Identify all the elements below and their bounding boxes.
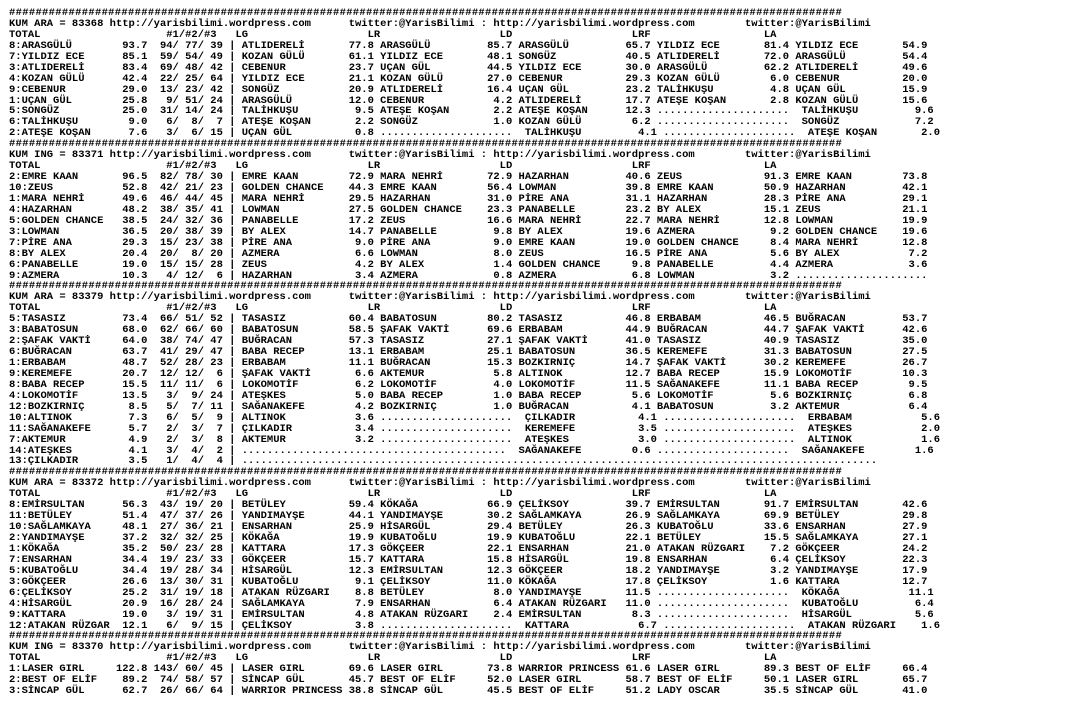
table-row: 5:KUBATOĞLU 34.4 19/ 28/ 34 | HİSARGÜL 12.3 EMİRSULTAN 12.3 GÖKÇEER 18.2 YANDIMAYŞE 3.2 YANDIMAYŞE 17.9 <box>9 564 928 576</box>
table-row: 3:BABATOSUN 68.0 62/ 66/ 60 | BABATOSUN 58.5 ŞAFAK VAKTİ 69.6 ERBABAM 44.9 BUĞRACAN 44.7 ŞAFAK VAKTİ 42.6 <box>9 324 928 336</box>
table-row: 2:BEST OF ELİF 89.2 74/ 58/ 57 | SİNCAP GÜL 45.7 BEST OF ELİF 52.0 LASER GIRL 58.7 BEST OF ELİF 50.1 LASER GIRL 65.7 <box>9 674 928 686</box>
table-row: 4:HİSARGÜL 20.9 16/ 28/ 24 | SAĞLAMKAYA 7.9 ENSARHAN 6.4 ATAKAN RÜZGARI 11.0 ..................... KUBATOĞLU 6.4 <box>9 597 934 609</box>
table-row: 8:BABA RECEP 15.5 11/ 11/ 6 | LOKOMOTİF 6.2 LOKOMOTİF 4.0 LOKOMOTİF 11.5 SAĞANAKEFE 11.1 BABA RECEP 9.5 <box>9 378 928 390</box>
table-row: 3:ATLIDERELİ 83.4 69/ 48/ 42 | CEBENUR 23.7 UÇAN GÜL 44.5 YILDIZ ECE 30.0 ARASGÜLÜ 62.2 ATLIDERELİ 49.6 <box>9 61 928 73</box>
race-header: KUM ARA = 83368 http://yarisbilimi.wordpress.com twitter:@YarisBilimi : http://yarisbilimi.wordpress.com twitter:@YarisBilimi <box>9 17 871 29</box>
table-row: 6:TALİHKUŞU 9.0 6/ 8/ 7 | ATEŞE KOŞAN 2.2 SONGÜZ 1.0 KOZAN GÜLÜ 6.2 ..................... SONGÜZ 7.2 <box>9 116 934 128</box>
table-row: 5:SONGÜZ 25.0 31/ 14/ 24 | TALİHKUŞU 9.5 ATEŞE KOŞAN 2.2 ATEŞE KOŞAN 12.3 ..................... TALİHKUŞU 9.6 <box>9 105 934 117</box>
table-row: 10:ZEUS 52.8 42/ 21/ 23 | GOLDEN CHANCE 44.3 EMRE KAAN 56.4 LOWMAN 39.8 EMRE KAAN 50.9 HAZARHAN 42.1 <box>9 182 928 193</box>
table-row: 12:ATAKAN RÜZGAR 12.1 6/ 9/ 15 | ÇELİKSOY 3.8 ..................... KATTARA 6.7 ..................... ATAKAN RÜZGARI 1.6 <box>9 619 941 631</box>
table-row: 8:BY ALEX 20.4 20/ 8/ 20 | AZMERA 6.6 LOWMAN 8.0 ZEUS 16.5 PİRE ANA 5.6 BY ALEX 7.2 <box>9 247 928 259</box>
column-header: TOTAL #1/#2/#3 LG LR LD LRF LA <box>9 302 777 314</box>
table-row: 9:AZMERA 10.3 4/ 12/ 6 | HAZARHAN 3.4 AZMERA 0.8 AZMERA 6.8 LOWMAN 3.2 ..................... <box>9 269 928 281</box>
separator-line: ############################################################################################################################## <box>9 138 843 150</box>
separator-line: ############################################################################################################################## <box>9 466 843 478</box>
table-row: 3:LOWMAN 36.5 20/ 38/ 39 | BY ALEX 14.7 PANABELLE 9.8 BY ALEX 19.6 AZMERA 9.2 GOLDEN CHANCE 19.6 <box>9 225 928 237</box>
table-row: 8:ARASGÜLÜ 93.7 94/ 77/ 39 | ATLIDERELİ 77.8 ARASGÜLÜ 85.7 ARASGÜLÜ 65.7 YILDIZ ECE 81.4 YILDIZ ECE 54.9 <box>9 39 928 51</box>
race-stats-sheet <box>9 8 940 697</box>
table-row: 9:KATTARA 19.0 3/ 19/ 31 | EMİRSULTAN 4.8 ATAKAN RÜZGARI 2.4 EMİRSULTAN 8.3 ..................... HİSARGÜL 5.6 <box>9 608 934 620</box>
table-row: 2:YANDIMAYŞE 37.2 32/ 32/ 25 | KÖKAĞA 19.9 KUBATOĞLU 19.9 KUBATOĞLU 22.1 BETÜLEY 15.5 SAĞLAMKAYA 27.1 <box>9 532 928 543</box>
separator-line: ############################################################################################################################## <box>9 280 843 292</box>
table-row: 1:UÇAN GÜL 25.8 9/ 51/ 24 | ARASGÜLÜ 12.0 CEBENUR 4.2 ATLIDERELİ 17.7 ATEŞE KOŞAN 2.8 KOZAN GÜLÜ 15.6 <box>9 94 928 106</box>
table-row: 3:GÖKÇEER 26.6 13/ 30/ 31 | KUBATOĞLU 9.1 ÇELİKSOY 11.0 KÖKAĞA 17.8 ÇELİKSOY 1.6 KATTARA 12.7 <box>9 575 928 587</box>
table-row: 1:KÖKAĞA 35.2 50/ 23/ 28 | KATTARA 17.3 GÖKÇEER 22.1 ENSARHAN 21.0 ATAKAN RÜZGARI 7.2 GÖKÇEER 24.2 <box>9 542 928 554</box>
table-row: 6:BUĞRACAN 63.7 41/ 29/ 47 | BABA RECEP 13.1 ERBABAM 25.1 BABATOSUN 36.5 KEREMEFE 31.3 BABATOSUN 27.5 <box>9 346 928 358</box>
table-row: 6:PANABELLE 19.0 15/ 15/ 28 | ZEUS 4.2 BY ALEX 1.4 GOLDEN CHANCE 9.8 PANABELLE 4.4 AZMERA 3.6 <box>9 258 928 270</box>
table-row: 4:LOKOMOTİF 13.5 3/ 9/ 24 | ATEŞKES 5.0 BABA RECEP 1.0 BABA RECEP 5.6 LOKOMOTİF 5.6 BOZKIRNIÇ 6.8 <box>9 389 928 401</box>
race-header: KUM ING = 83371 http://yarisbilimi.wordpress.com twitter:@YarisBilimi : http://yarisbilimi.wordpress.com twitter:@YarisBilimi <box>9 149 871 161</box>
column-header: TOTAL #1/#2/#3 LG LR LD LRF LA <box>9 28 777 40</box>
race-header: KUM ING = 83370 http://yarisbilimi.wordpress.com twitter:@YarisBilimi : http://yarisbilimi.wordpress.com twitter:@YarisBilimi <box>9 641 871 653</box>
table-row: 8:EMİRSULTAN 56.3 43/ 19/ 20 | BETÜLEY 59.4 KÖKAĞA 66.9 ÇELİKSOY 39.7 EMİRSULTAN 91.7 EMİRSULTAN 42.6 <box>9 499 928 511</box>
table-row: 7:AKTEMUR 4.9 2/ 3/ 8 | AKTEMUR 3.2 ..................... ATEŞKES 3.0 ..................... ALTINOK 1.6 <box>9 433 941 445</box>
column-header: TOTAL #1/#2/#3 LG LR LD LRF LA <box>9 652 777 664</box>
table-row: 11:SAĞANAKEFE 5.7 2/ 3/ 7 | ÇILKADIR 3.4 ..................... KEREMEFE 3.5 ..................... ATEŞKES 2.0 <box>9 422 941 434</box>
separator-line: ############################################################################################################################## <box>9 630 843 642</box>
separator-line: ############################################################################################################################## <box>9 7 843 18</box>
table-row: 11:BETÜLEY 51.4 47/ 37/ 26 | YANDIMAYŞE 44.1 YANDIMAYŞE 30.2 SAĞLAMKAYA 26.9 SAĞLAMKAYA 69.9 BETÜLEY 29.8 <box>9 510 928 522</box>
table-row: 4:KOZAN GÜLÜ 42.4 22/ 25/ 64 | YILDIZ ECE 21.1 KOZAN GÜLÜ 27.0 CEBENUR 29.3 KOZAN GÜLÜ 6.0 CEBENUR 20.0 <box>9 72 928 84</box>
table-row: 14:ATEŞKES 4.1 3/ 4/ 2 | .......................................... SAĞANAKEFE 0.6 ..................... SAĞANAKEFE 1.6 <box>9 444 934 456</box>
table-row: 12:BOZKIRNIÇ 8.5 5/ 7/ 11 | SAĞANAKEFE 4.2 BOZKIRNIÇ 1.0 BUĞRACAN 4.1 BABATOSUN 3.2 AKTEMUR 6.4 <box>9 400 928 412</box>
table-row: 9:KEREMEFE 20.7 12/ 12/ 6 | ŞAFAK VAKTİ 6.6 AKTEMUR 5.8 ALTINOK 12.7 BABA RECEP 15.9 LOKOMOTİF 10.3 <box>9 367 928 379</box>
race-header: KUM ARA = 83379 http://yarisbilimi.wordpress.com twitter:@YarisBilimi : http://yarisbilimi.wordpress.com twitter:@YarisBilimi <box>9 291 871 303</box>
column-header: TOTAL #1/#2/#3 LG LR LD LRF LA <box>9 160 777 172</box>
table-row: 9:CEBENUR 29.0 13/ 23/ 42 | SONGÜZ 20.9 ATLIDERELİ 16.4 UÇAN GÜL 23.2 TALİHKUŞU 4.8 UÇAN GÜL 15.9 <box>9 83 928 95</box>
table-row: 1:MARA NEHRİ 49.6 46/ 44/ 45 | MARA NEHRİ 29.5 HAZARHAN 31.0 PİRE ANA 31.1 HAZARHAN 28.3 PİRE ANA 29.1 <box>9 192 928 204</box>
column-header: TOTAL #1/#2/#3 LG LR LD LRF LA <box>9 488 777 500</box>
table-row: 7:YILDIZ ECE 85.1 59/ 54/ 49 | KOZAN GÜLÜ 61.1 YILDIZ ECE 48.1 SONGÜZ 40.5 ATLIDERELİ 72.0 ARASGÜLÜ 54.4 <box>9 50 928 62</box>
table-row: 13:ÇILKADIR 3.5 1/ 4/ 4 | ..................................................................................................... <box>9 455 878 467</box>
table-row: 2:ŞAFAK VAKTİ 64.0 38/ 74/ 47 | BUĞRACAN 57.3 TASASIZ 27.1 ŞAFAK VAKTİ 41.0 TASASIZ 40.9 TASASIZ 35.0 <box>9 335 928 347</box>
table-row: 2:EMRE KAAN 96.5 82/ 78/ 30 | EMRE KAAN 72.9 MARA NEHRİ 72.9 HAZARHAN 40.6 ZEUS 91.3 EMRE KAAN 73.8 <box>9 171 928 183</box>
table-row: 6:ÇELİKSOY 25.2 31/ 19/ 18 | ATAKAN RÜZGARI 8.8 BETÜLEY 8.0 YANDIMAYŞE 11.5 ..................... KÖKAĞA 11.1 <box>9 586 934 598</box>
table-row: 7:ENSARHAN 34.4 19/ 23/ 33 | GÖKÇEER 15.7 KATTARA 15.8 HİSARGÜL 19.8 ENSARHAN 6.4 ÇELİKSOY 22.3 <box>9 553 928 565</box>
table-row: 1:LASER GIRL 122.8 143/ 60/ 45 | LASER GIRL 69.6 LASER GIRL 73.8 WARRIOR PRINCESS 61.6 LASER GIRL 89.3 BEST OF ELİF 66.4 <box>9 663 928 675</box>
table-row: 10:SAĞLAMKAYA 48.1 27/ 36/ 21 | ENSARHAN 25.9 HİSARGÜL 29.4 BETÜLEY 26.3 KUBATOĞLU 33.6 ENSARHAN 27.9 <box>9 521 928 533</box>
table-row: 3:SİNCAP GÜL 62.7 26/ 66/ 64 | WARRIOR PRINCESS 38.8 SİNCAP GÜL 45.5 BEST OF ELİF 51.2 LADY OSCAR 35.5 SİNCAP GÜL 41.0 <box>9 685 928 697</box>
table-row: 1:ERBABAM 48.7 52/ 28/ 23 | ERBABAM 11.1 BUĞRACAN 15.3 BOZKIRNIÇ 14.7 ŞAFAK VAKTİ 30.2 KEREMEFE 26.7 <box>9 357 928 368</box>
table-row: 4:HAZARHAN 48.2 38/ 35/ 41 | LOWMAN 27.5 GOLDEN CHANCE 23.3 PANABELLE 23.2 BY ALEX 15.1 ZEUS 21.1 <box>9 203 928 215</box>
table-row: 7:PİRE ANA 29.3 15/ 23/ 38 | PİRE ANA 9.0 PİRE ANA 9.0 EMRE KAAN 19.0 GOLDEN CHANCE 8.4 MARA NEHRİ 12.8 <box>9 236 928 248</box>
table-row: 5:TASASIZ 73.4 66/ 51/ 52 | TASASIZ 60.4 BABATOSUN 80.2 TASASIZ 46.8 ERBABAM 46.5 BUĞRACAN 53.7 <box>9 313 928 325</box>
table-row: 5:GOLDEN CHANCE 38.5 24/ 32/ 36 | PANABELLE 17.2 ZEUS 16.6 MARA NEHRİ 22.7 MARA NEHRİ 12.8 LOWMAN 19.9 <box>9 214 928 226</box>
table-row: 2:ATEŞE KOŞAN 7.6 3/ 6/ 15 | UÇAN GÜL 0.8 ..................... TALİHKUŞU 4.1 ..................... ATEŞE KOŞAN 2.0 <box>9 127 941 139</box>
race-header: KUM ARA = 83372 http://yarisbilimi.wordpress.com twitter:@YarisBilimi : http://yarisbilimi.wordpress.com twitter:@YarisBilimi <box>9 477 871 489</box>
table-row: 10:ALTINOK 7.3 6/ 5/ 9 | ALTINOK 3.6 ..................... ÇILKADIR 4.1 ..................... ERBABAM 5.6 <box>9 411 941 423</box>
